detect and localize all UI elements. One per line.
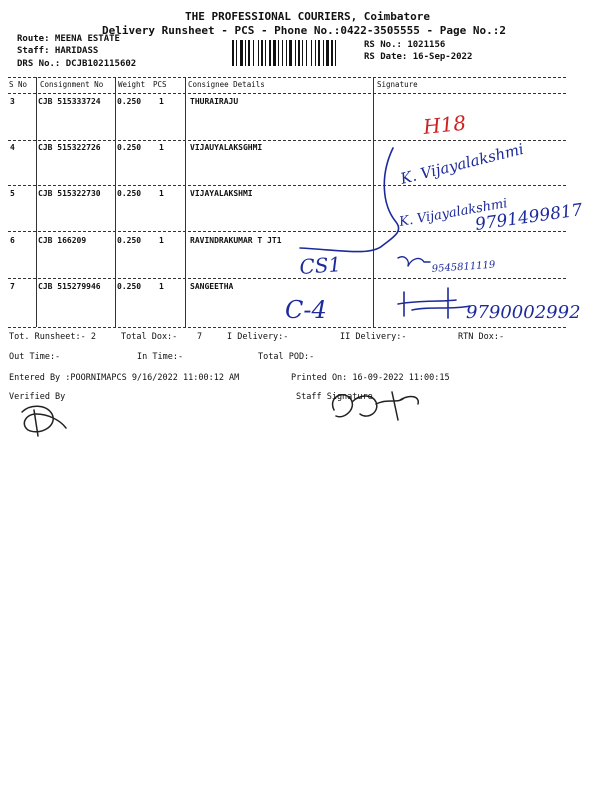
row-pcs: 1: [159, 189, 164, 198]
total-dox-value: 7: [197, 332, 203, 342]
row-sno: 7: [10, 282, 15, 291]
staff-label: Staff: HARIDASS: [17, 46, 99, 56]
row-consignment: CJB 515333724: [38, 97, 101, 106]
company-title: THE PROFESSIONAL COURIERS, Coimbatore: [185, 10, 431, 23]
row-consignee: SANGEETHA: [190, 282, 234, 291]
signature-row6-mark: CS1: [298, 252, 342, 279]
signature-row5-phone: 9791499817: [473, 200, 584, 235]
verified-signature: [22, 406, 66, 436]
row-weight: 0.250: [117, 189, 142, 198]
signature-stroke: [300, 148, 399, 252]
row-consignee: RAVINDRAKUMAR T JT1: [190, 236, 282, 245]
signature-stroke: [398, 288, 470, 318]
signature-row5-name: K. Vijayalakshmi: [398, 196, 509, 230]
out-time: Out Time:-: [9, 352, 61, 362]
signature-stroke: [398, 257, 430, 266]
tot-runsheet: Tot. Runsheet:- 2: [9, 332, 96, 342]
col-sno: S No: [9, 80, 28, 89]
row-weight: 0.250: [117, 236, 142, 245]
route-label: Route: MEENA ESTATE: [17, 34, 120, 44]
verified-by: Verified By: [9, 392, 66, 402]
row-sno: 5: [10, 189, 15, 198]
signature-row7-phone: 9790002992: [466, 302, 581, 323]
total-pod: Total POD:-: [258, 352, 315, 362]
row-pcs: 1: [159, 97, 164, 106]
in-time: In Time:-: [137, 352, 184, 362]
row-consignment: CJB 515322730: [38, 189, 101, 198]
row-consignee: VIJAUYALAKSGHMI: [190, 143, 263, 152]
row-pcs: 1: [159, 282, 164, 291]
rs-no-label: RS No.: 1021156: [364, 40, 446, 50]
row-pcs: 1: [159, 236, 164, 245]
row-consignment: CJB 166209: [38, 236, 87, 245]
col-consignment: Consignment No: [40, 80, 104, 89]
signature-row4: K. Vijayalakshmi: [398, 139, 526, 188]
total-dox-label: Total Dox:-: [121, 332, 178, 342]
printed-on: Printed On: 16-09-2022 11:00:15: [291, 373, 450, 383]
signature-row3: H18: [422, 110, 468, 139]
ii-delivery: II Delivery:-: [340, 332, 407, 342]
runsheet-title: Delivery Runsheet - PCS - Phone No.:0422-3505555 - Page No.:2: [102, 24, 506, 37]
signature-row7-mark: C-4: [285, 296, 327, 324]
row-consignee: THURAIRAJU: [190, 97, 239, 106]
col-signature: Signature: [377, 80, 418, 89]
drs-label: DRS No.: DCJB102115602: [17, 59, 137, 69]
col-pcs: PCS: [153, 80, 167, 89]
staff-signature: Staff Signature: [296, 392, 373, 402]
row-weight: 0.250: [117, 143, 142, 152]
col-weight: Weight: [118, 80, 146, 89]
row-consignment: CJB 515279946: [38, 282, 101, 291]
col-consignee: Consignee Details: [188, 80, 265, 89]
row-consignment: CJB 515322726: [38, 143, 101, 152]
row-weight: 0.250: [117, 97, 142, 106]
row-sno: 3: [10, 97, 15, 106]
signature-row6-phone: 9545811119: [431, 259, 496, 275]
row-weight: 0.250: [117, 282, 142, 291]
rs-date-label: RS Date: 16-Sep-2022: [364, 52, 473, 62]
row-consignee: VIJAYALAKSHMI: [190, 189, 253, 198]
row-pcs: 1: [159, 143, 164, 152]
row-sno: 6: [10, 236, 15, 245]
i-delivery: I Delivery:-: [227, 332, 289, 342]
row-sno: 4: [10, 143, 15, 152]
rtn-dox: RTN Dox:-: [458, 332, 505, 342]
entered-by: Entered By :POORNIMAPCS 9/16/2022 11:00:12 AM: [9, 373, 240, 383]
